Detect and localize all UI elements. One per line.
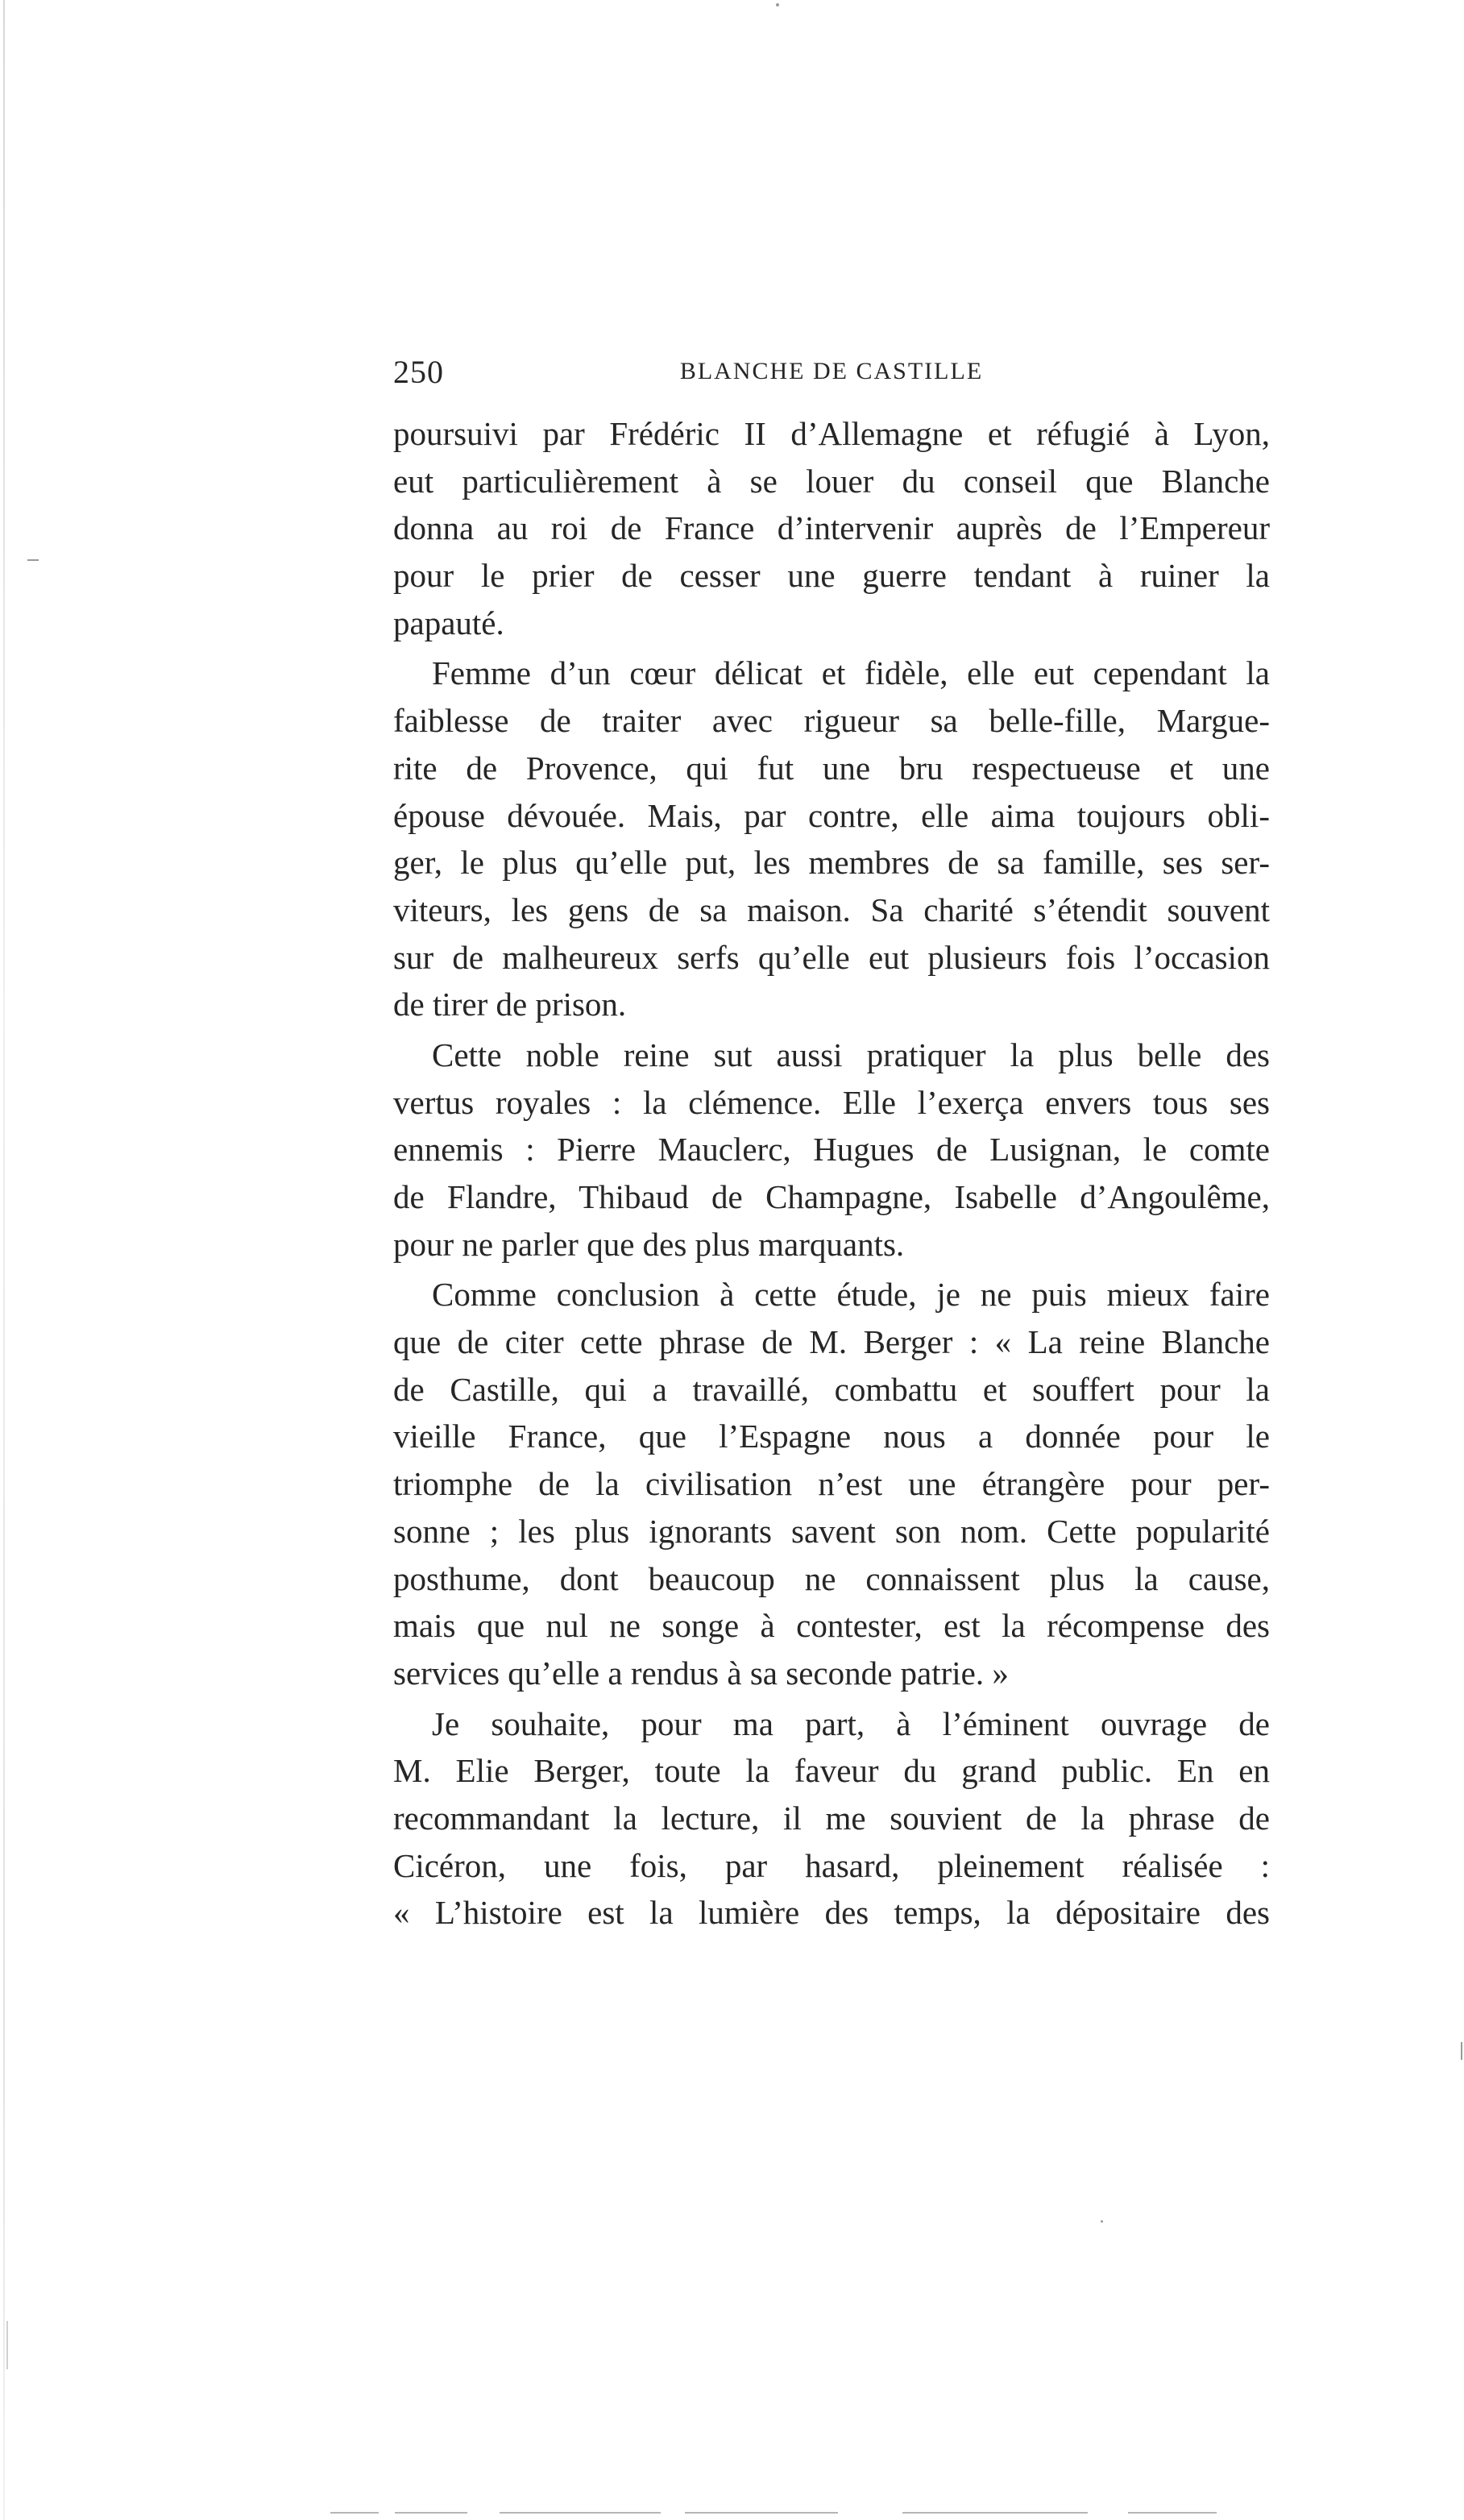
paragraph — [393, 650, 1270, 1028]
page-number: 250 — [393, 354, 444, 390]
paragraph — [393, 1700, 1270, 1937]
body-text — [393, 410, 1270, 1937]
text-line: rite de Provence, qui fut une bru respectueuse et une — [393, 749, 1270, 787]
paragraph — [393, 1032, 1270, 1268]
text-line: viteurs, les gens de sa maison. Sa charité s’étendit souvent — [393, 891, 1270, 928]
text-line: faiblesse de traiter avec rigueur sa belle-fille, Margue- — [393, 702, 1270, 740]
text-line: épouse dévouée. Mais, par contre, elle aima toujours obli- — [393, 796, 1270, 834]
text-line: poursuivi par Frédéric II d’Allemagne et réfugié à Lyon, — [393, 415, 1270, 452]
bottom-edge-rule — [902, 2512, 1088, 2514]
text-line: Cicéron, une fois, par hasard, pleinement réalisée : — [393, 1846, 1270, 1884]
text-line: sur de malheureux serfs qu’elle eut plusieurs fois l’occasion — [393, 938, 1270, 976]
text-line: triomphe de la civilisation n’est une étrangère pour per- — [393, 1465, 1270, 1503]
bottom-edge-rule — [395, 2512, 467, 2514]
bottom-edge-rule — [685, 2512, 838, 2514]
text-line: Femme d’un cœur délicat et fidèle, elle eut cependant la — [432, 654, 1270, 692]
text-line: vertus royales : la clémence. Elle l’exerça envers tous ses — [393, 1083, 1270, 1121]
bottom-edge-rule — [330, 2512, 379, 2514]
scan-speck — [6, 2321, 8, 2369]
bottom-edge-rule — [1128, 2512, 1217, 2514]
text-line: Cette noble reine sut aussi pratiquer la plus belle des — [432, 1036, 1270, 1073]
text-line: Je souhaite, pour ma part, à l’éminent ouvrage de — [432, 1704, 1270, 1742]
text-line: de Flandre, Thibaud de Champagne, Isabelle d’Angoulême, — [393, 1178, 1270, 1215]
text-line: eut particulièrement à se louer du conseil que Blanche — [393, 462, 1270, 500]
text-line: donna au roi de France d’intervenir auprès de l’Empereur — [393, 509, 1270, 547]
text-line: de Castille, qui a travaillé, combattu et souffert pour la — [393, 1370, 1270, 1408]
text-line: pour le prier de cesser une guerre tendant à ruiner la — [393, 557, 1270, 595]
text-line: recommandant la lecture, il me souvient de la phrase de — [393, 1799, 1270, 1837]
page-header — [393, 353, 1270, 401]
text-line: pour ne parler que des plus marquants. — [393, 1225, 905, 1263]
text-line: papauté. — [393, 604, 504, 641]
text-line: ger, le plus qu’elle put, les membres de sa famille, ses ser- — [393, 844, 1270, 882]
bottom-edge-rule — [500, 2512, 661, 2514]
text-line: que de citer cette phrase de M. Berger : « La reine Blanche — [393, 1323, 1270, 1361]
text-line: services qu’elle a rendus à sa seconde patrie. » — [393, 1654, 1009, 1692]
text-line: mais que nul ne songe à contester, est la récompense des — [393, 1607, 1270, 1645]
paragraph — [393, 410, 1270, 646]
text-line: de tirer de prison. — [393, 986, 627, 1023]
page-binding-edge — [3, 0, 5, 2520]
text-line: ennemis : Pierre Mauclerc, Hugues de Lusignan, le comte — [393, 1131, 1270, 1169]
text-line: « L’histoire est la lumière des temps, la dépositaire des — [393, 1894, 1270, 1932]
running-title: BLANCHE DE CASTILLE — [679, 358, 984, 384]
scan-speck — [776, 3, 779, 6]
text-line: Comme conclusion à cette étude, je ne puis mieux faire — [432, 1276, 1270, 1314]
paragraph — [393, 1271, 1270, 1696]
scan-speck — [1101, 2220, 1103, 2223]
text-line: sonne ; les plus ignorants savent son nom. Cette popularité — [393, 1512, 1270, 1550]
scan-speck — [27, 559, 39, 561]
text-line: vieille France, que l’Espagne nous a donnée pour le — [393, 1418, 1270, 1455]
text-line: M. Elie Berger, toute la faveur du grand public. En en — [393, 1752, 1270, 1790]
text-line: posthume, dont beaucoup ne connaissent plus la cause, — [393, 1559, 1270, 1597]
scan-speck — [1461, 2042, 1462, 2060]
